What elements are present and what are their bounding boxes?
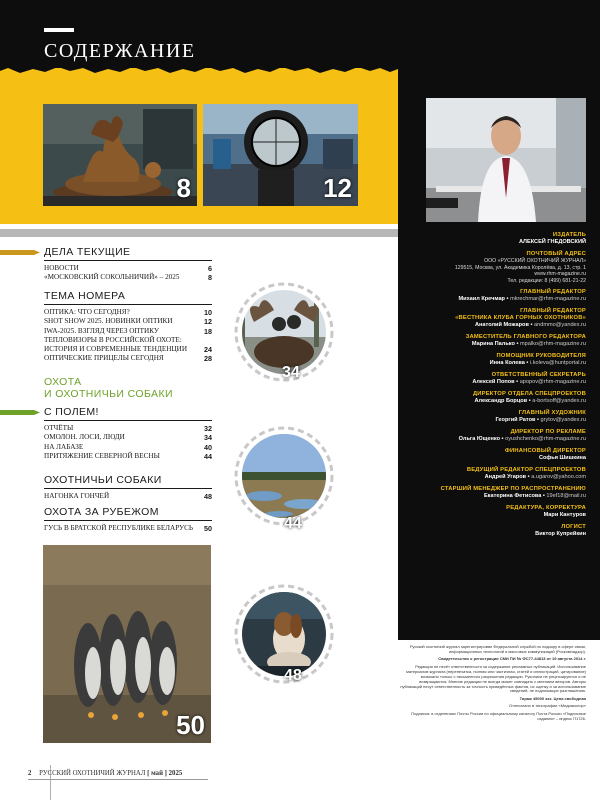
masthead-email[interactable]: a.ugarov@yahoo.com xyxy=(531,474,586,481)
masthead-role: ВЕДУЩИЙ РЕДАКТОР СПЕЦПРОЕКТОВ xyxy=(466,467,586,474)
toc-entry[interactable] xyxy=(44,327,212,336)
toc-entry-title: ГУСЬ В БРАТСКОЙ РЕСПУБЛИКЕ БЕЛАРУСЬ xyxy=(44,524,194,532)
legal-circulation: Тираж 45000 экз. Цена свободная xyxy=(519,695,586,701)
masthead-link[interactable]: www.rhm-magazine.ru xyxy=(534,271,586,278)
section-group-heading: ОХОТА xyxy=(44,376,82,388)
toc-section-hunting-dogs xyxy=(44,474,212,501)
section-heading: ДЕЛА ТЕКУЩИЕ xyxy=(44,246,131,258)
masthead-name: Марина Палько xyxy=(471,341,515,348)
toc-entry[interactable] xyxy=(44,354,212,363)
masthead-name: Инна Колева xyxy=(489,360,525,367)
page-number-badge: 44 xyxy=(284,515,302,532)
toc-entry[interactable] xyxy=(44,317,212,326)
toc-entry-page: 34 xyxy=(204,433,212,443)
masthead-name: Андрей Угаров xyxy=(484,474,527,481)
toc-entry-page: 6 xyxy=(208,264,212,273)
toc-entry-page: 44 xyxy=(204,451,212,461)
masthead-name: Софья Шишкина xyxy=(538,455,586,462)
masthead-name: Ольга Ющенко xyxy=(458,436,500,443)
section-arrow-icon xyxy=(0,410,40,415)
masthead-role: ГЛАВНЫЙ РЕДАКТОР xyxy=(520,308,586,315)
toc-entry[interactable] xyxy=(44,273,212,282)
toc-entry[interactable] xyxy=(44,424,212,433)
masthead-email[interactable]: apopov@rhm-magazine.ru xyxy=(519,379,586,386)
masthead-email[interactable]: mpalko@rhm-magazine.ru xyxy=(520,341,586,348)
toc-section-hunting-dogs-group xyxy=(44,376,212,400)
masthead-email[interactable]: a-bortsoff@yandex.ru xyxy=(532,398,586,405)
footer-issue: [ май ] 2025 xyxy=(147,770,183,777)
toc-entry-page: 48 xyxy=(204,492,212,501)
masthead-text: 129515, Москва, ул. Академика Королёва, д. 13, стр. 1 xyxy=(454,264,586,271)
torn-paper-edge xyxy=(0,64,398,74)
section-rule xyxy=(44,420,212,421)
toc-entry[interactable] xyxy=(44,443,212,452)
masthead-role: ГЛАВНЫЙ РЕДАКТОР xyxy=(520,289,586,296)
toc-entry[interactable] xyxy=(44,524,212,533)
toc-entry-title: ПРИТЯЖЕНИЕ СЕВЕРНОЙ ВЕСНЫ xyxy=(44,451,160,460)
masthead-role: ФИНАНСОВЫЙ ДИРЕКТОР xyxy=(504,448,586,455)
toc-entry[interactable] xyxy=(44,452,212,461)
footer-magazine-name: РУССКИЙ ОХОТНИЧИЙ ЖУРНАЛ xyxy=(39,770,146,777)
toc-entry-title: «МОСКОВСКИЙ СОКОЛЬНИЧИЙ» – 2025 xyxy=(44,273,180,282)
masthead-name: Александр Борцов xyxy=(474,398,528,405)
toc-entry-page: 24 xyxy=(204,345,212,355)
masthead-name: Михаил Кречмар xyxy=(458,296,505,303)
toc-entry-title: ОПТИКА: ЧТО СЕГОДНЯ? xyxy=(44,308,130,316)
toc-entry-page: 12 xyxy=(204,317,212,327)
toc-entry-title: ТЕПЛОВИЗОРЫ В РОССИЙСКОЙ ОХОТЕ: xyxy=(44,335,182,344)
toc-entry-title: НАГОНКА ГОНЧЕЙ xyxy=(44,492,110,500)
masthead: ИЗДАТЕЛЬ АЛЕКСЕЙ ГНЕДОВСКИЙ ПОЧТОВЫЙ АДРЕС ООО «РУССКИЙ ОХОТНИЧИЙ ЖУРНАЛ» 129515, Москва, ул. Академика Королёва, д. 13, стр. 1 www.rhm-magazine.ru Тел. редакции: 8 (499) 681-21-22 ГЛАВНЫЙ РЕДАКТОР Михаил Кречмар • mkrechmar@rhm-magazine.ru ГЛАВНЫЙ РЕДАКТОР «ВЕСТНИКА КЛУБА ГОРНЫХ ОХОТНИКОВ» Анатолий Можаров • andmmo@yandex.ru ЗАМЕСТИТЕЛЬ ГЛАВНОГО РЕДАКТОРА Марина Палько • mpalko@rhm-magazine.ru ПОМОЩНИК РУКОВОДИТЕЛЯ Инна Колева • i.koleva@huntportal.ru ОТВЕТСТВЕННЫЙ СЕКРЕТАРЬ Алексей Попов • apopov@rhm-magazine.ru ДИРЕКТОР ОТДЕЛА СПЕЦПРОЕКТОВ Александр Борцов • a-bortsoff@yandex.ru ГЛАВНЫЙ ХУДОЖНИК Георгий Ратов • grytov@yandex.ru ДИРЕКТОР ПО РЕКЛАМЕ Ольга Ющенко • oyushchenko@rhm-magazine.ru ФИНАНСОВЫЙ ДИРЕКТОР Софья Шишкина ВЕДУЩИЙ РЕДАКТОР СПЕЦПРОЕКТОВ Андрей Угаров • a.ugarov@yahoo.com СТАРШИЙ МЕНЕДЖЕР ПО РАСПРОСТРАНЕНИЮ Екатерина Фетисова • 19ef18@mail.ru РЕДАКТУРА, КОРРЕКТУРА Мари Кантуров ЛОГИСТ Виктор Купрейкин xyxy=(402,232,586,538)
masthead-role: ПОЧТОВЫЙ АДРЕС xyxy=(526,251,586,257)
legal-subscription: Подписка: в отделениях Почты России по официальному каталогу Почта России «Подписные издания» – индекс П1726. xyxy=(411,710,586,721)
toc-section-current-affairs xyxy=(44,246,212,283)
toc-entry[interactable] xyxy=(44,264,212,273)
toc-section-hunting-abroad xyxy=(44,506,212,533)
toc-entry[interactable] xyxy=(44,345,212,354)
toc-section-issue-theme xyxy=(44,290,212,364)
toc-entry[interactable] xyxy=(44,336,212,345)
toc-section-field-reports xyxy=(44,406,212,461)
masthead-role: ИЗДАТЕЛЬ xyxy=(552,232,586,238)
toc-entry-title: НОВОСТИ xyxy=(44,264,79,272)
masthead-role: СТАРШИЙ МЕНЕДЖЕР ПО РАСПРОСТРАНЕНИЮ xyxy=(440,486,586,493)
legal-paragraph: Редакция не несёт ответственности за содержание рекламных публикаций. Использование материалов журнала (перепечатка, полная или частичная, статей и иллюстраций, цитирование) возможно только с письменного разрешения редакции. Рукописи не рецензируются и не возвращаются. Мнение редакции не всегда может совпадать с мнением авторов. Авторы публикаций несут ответственность за точность приведённых фактов, их оценку и за использование сведений, не подлежащих разглашению. xyxy=(400,663,586,694)
toc-entry-page: 40 xyxy=(204,442,212,452)
masthead-role: ЛОГИСТ xyxy=(561,524,586,531)
masthead-name: Анатолий Можаров xyxy=(475,322,529,329)
toc-entry-title: ОТЧЁТЫ xyxy=(44,424,74,432)
section-rule xyxy=(44,304,212,305)
section-rule xyxy=(44,520,212,521)
masthead-email[interactable]: grytov@yandex.ru xyxy=(540,417,586,424)
masthead-role: ЗАМЕСТИТЕЛЬ ГЛАВНОГО РЕДАКТОРА xyxy=(465,334,586,341)
toc-entry-page: 32 xyxy=(204,424,212,433)
masthead-role: ПОМОЩНИК РУКОВОДИТЕЛЯ xyxy=(496,353,586,360)
masthead-email[interactable]: oyushchenko@rhm-magazine.ru xyxy=(505,436,586,443)
masthead-name: Алексей Попов xyxy=(472,379,515,386)
circle-photo-landscape xyxy=(234,426,334,526)
section-rule xyxy=(44,260,212,261)
masthead-role: ОТВЕТСТВЕННЫЙ СЕКРЕТАРЬ xyxy=(491,372,586,379)
masthead-name: АЛЕКСЕЙ ГНЕДОВСКИЙ xyxy=(518,239,586,245)
toc-entry[interactable] xyxy=(44,433,212,442)
masthead-role: РЕДАКТУРА, КОРРЕКТУРА xyxy=(506,505,586,512)
toc-entry-title: IWA-2025. ВЗГЛЯД ЧЕРЕЗ ОПТИКУ xyxy=(44,326,159,335)
masthead-text: ООО «РУССКИЙ ОХОТНИЧИЙ ЖУРНАЛ» xyxy=(484,258,586,264)
masthead-name: Мари Кантуров xyxy=(543,512,586,519)
toc-entry[interactable] xyxy=(44,492,212,501)
toc-entry-page: 10 xyxy=(204,308,212,317)
page-number-badge: 12 xyxy=(323,173,352,203)
masthead-role: ДИРЕКТОР ОТДЕЛА СПЕЦПРОЕКТОВ xyxy=(472,391,586,398)
masthead-email[interactable]: i.koleva@huntportal.ru xyxy=(529,360,586,367)
page-number-badge: 34 xyxy=(282,364,300,381)
masthead-name: Виктор Купрейкин xyxy=(535,531,586,538)
toc-entry-title: SHOT SHOW 2025. НОВИНКИ ОПТИКИ xyxy=(44,317,173,326)
legal-notice xyxy=(398,645,586,724)
photo-geese-trophy xyxy=(43,545,211,743)
section-heading: ОХОТА ЗА РУБЕЖОМ xyxy=(44,506,159,518)
legal-paragraph: Русский охотничий журнал зарегистрирован Федеральной службой по надзору в сфере связи, информационных технологий и массовых коммуникаций (Роскомнадзор). xyxy=(409,644,586,654)
section-heading: С ПОЛЕМ! xyxy=(44,406,99,418)
page-footer xyxy=(28,770,182,777)
page-number-badge: 50 xyxy=(176,710,205,740)
section-group-heading-line2: И ОХОТНИЧЬИ СОБАКИ xyxy=(44,388,173,400)
title-accent-bar xyxy=(44,28,74,32)
masthead-role: «ВЕСТНИКА КЛУБА ГОРНЫХ ОХОТНИКОВ» xyxy=(455,315,586,322)
masthead-email[interactable]: 19ef18@mail.ru xyxy=(546,493,586,500)
gray-divider-strip xyxy=(0,229,398,237)
footer-page-number: 2 xyxy=(28,770,32,777)
toc-entry-title: ОМОЛОН. ЛОСИ, ЛЮДИ xyxy=(44,433,125,442)
section-heading: ОХОТНИЧЬИ СОБАКИ xyxy=(44,474,162,486)
photo-bronze-sculpture xyxy=(43,104,197,206)
page-title: СОДЕРЖАНИЕ xyxy=(44,40,196,62)
toc-entry-page: 28 xyxy=(204,354,212,364)
toc-entry-title: НА ЛАБАЗЕ xyxy=(44,442,84,451)
section-arrow-icon xyxy=(0,250,40,255)
toc-entry-page: 50 xyxy=(204,524,212,533)
section-heading: ТЕМА НОМЕРА xyxy=(44,290,126,302)
masthead-role: ГЛАВНЫЙ ХУДОЖНИК xyxy=(518,410,586,417)
masthead-name: Екатерина Фетисова xyxy=(483,493,542,500)
toc-entry-page: 18 xyxy=(204,326,212,336)
photo-editor-portrait xyxy=(426,98,586,222)
masthead-email[interactable]: mkrechmar@rhm-magazine.ru xyxy=(510,296,586,303)
masthead-name: Георгий Ратов xyxy=(495,417,536,424)
toc-entry[interactable] xyxy=(44,308,212,317)
photo-rifle-scope xyxy=(203,104,358,206)
toc-entry-page: 8 xyxy=(208,273,212,283)
page-number-badge: 48 xyxy=(284,667,302,684)
legal-registration: Свидетельство о регистрации СМИ ПИ № ФС77-44813 от 19 августа 2014 г. xyxy=(438,656,586,662)
toc-entry-title: ОПТИЧЕСКИЕ ПРИЦЕЛЫ СЕГОДНЯ xyxy=(44,354,164,363)
masthead-role: ДИРЕКТОР ПО РЕКЛАМЕ xyxy=(510,429,586,436)
toc-entry-title: ИСТОРИЯ И СОВРЕМЕННЫЕ ТЕНДЕНЦИИ xyxy=(44,345,188,354)
legal-printer: Отпечатано в типографии «Медиаколор» xyxy=(509,703,586,709)
masthead-email[interactable]: andmmo@yandex.ru xyxy=(533,322,586,329)
masthead-text: Тел. редакции: 8 (499) 681-21-22 xyxy=(507,277,586,284)
page-number-badge: 8 xyxy=(176,173,191,203)
footer-rule xyxy=(28,779,208,780)
section-rule xyxy=(44,488,212,489)
